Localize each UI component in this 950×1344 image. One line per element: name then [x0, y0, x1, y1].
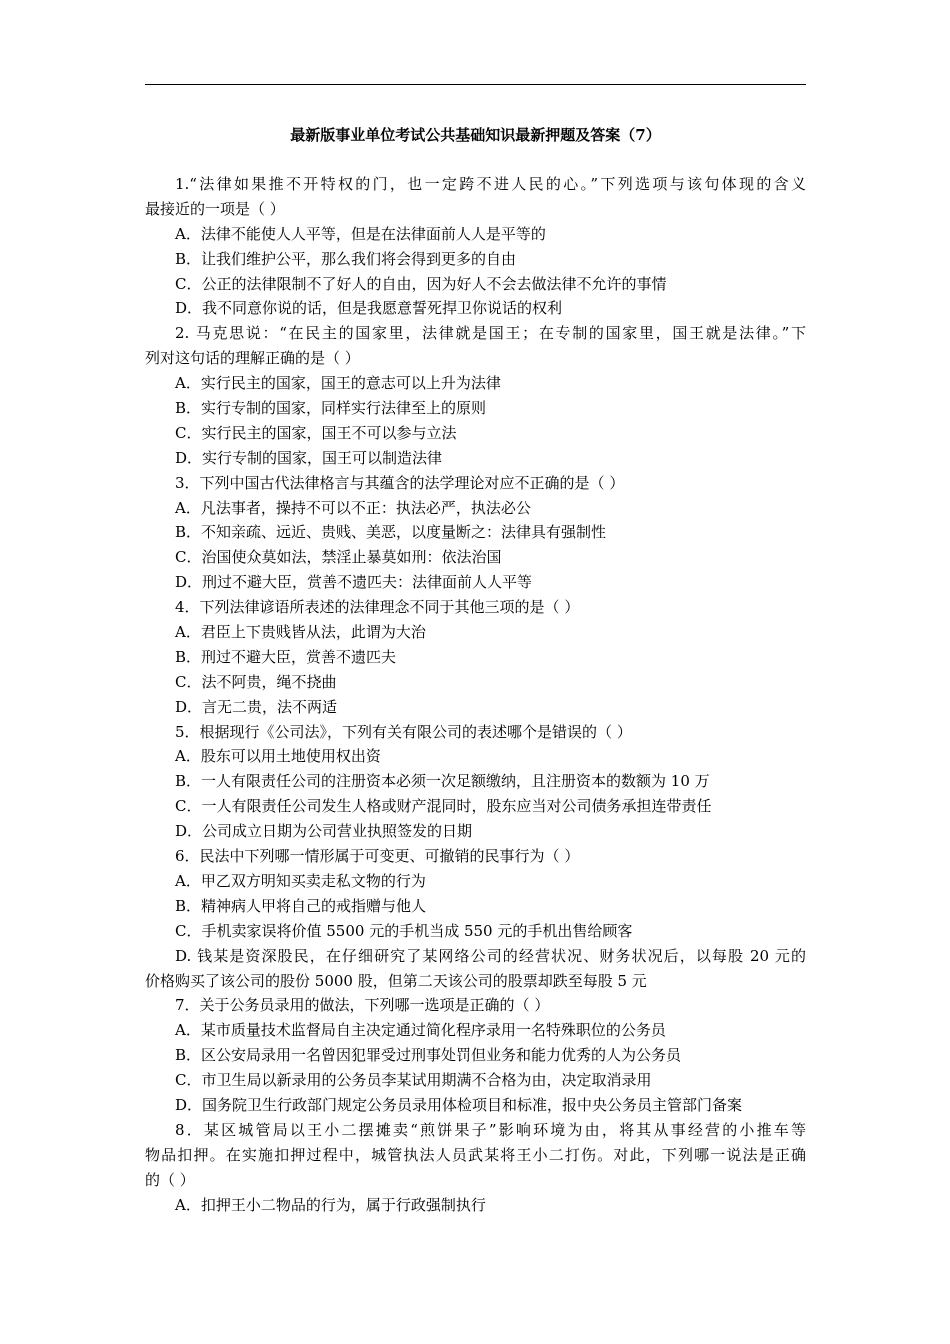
question-8-stem-line-3: 的（ ）	[145, 1170, 195, 1189]
question-1-option-a: A．法律不能使人人平等，但是在法律面前人人是平等的	[175, 224, 546, 243]
question-5-option-c: C．一人有限责任公司发生人格或财产混同时，股东应当对公司债务承担连带责任	[175, 797, 712, 816]
question-6-option-c: C．手机卖家误将价值 5500 元的手机当成 550 元的手机出售给顾客	[175, 921, 633, 940]
question-2-stem-line-2: 列对这句话的理解正确的是（ ）	[145, 349, 360, 368]
question-6-option-d-line-1: D. 钱某是资深股民，在仔细研究了某网络公司的经营状况、财务状况后，以每股 20 元的	[175, 946, 806, 965]
question-5-option-b: B．一人有限责任公司的注册资本必须一次足额缴纳，且注册资本的数额为 10 万	[175, 772, 710, 791]
question-7-option-c: C．市卫生局以新录用的公务员李某试用期满不合格为由，决定取消录用	[175, 1071, 652, 1090]
question-7-option-d: D．国务院卫生行政部门规定公务员录用体检项目和标准，报中央公务员主管部门备案	[175, 1095, 743, 1114]
question-1-option-b: B．让我们维护公平，那么我们将会得到更多的自由	[175, 249, 517, 268]
question-1-option-d: D．我不同意你说的话，但是我愿意誓死捍卫你说话的权利	[175, 299, 563, 318]
question-3-option-c: C．治国使众莫如法，禁淫止暴莫如刑：依法治国	[175, 548, 502, 567]
question-2-option-b: B．实行专制的国家，同样实行法律至上的原则	[175, 399, 487, 418]
question-7-stem: 7．关于公务员录用的做法，下列哪一选项是正确的（ ）	[175, 996, 550, 1015]
question-8-option-a: A．扣押王小二物品的行为，属于行政强制执行	[175, 1195, 486, 1214]
question-4-stem: 4．下列法律谚语所表述的法律理念不同于其他三项的是（ ）	[175, 598, 580, 617]
question-8-stem-line-1: 8．某区城管局以王小二摆摊卖“煎饼果子”影响环境为由，将其从事经营的小推车等	[175, 1120, 806, 1139]
question-1-stem-line-2: 最接近的一项是（ ）	[145, 199, 285, 218]
question-2-option-d: D．实行专制的国家，国王可以制造法律	[175, 448, 443, 467]
question-2-stem-line-1: 2. 马克思说：“在民主的国家里，法律就是国王；在专制的国家里，国王就是法律。”下	[175, 324, 806, 343]
question-4-option-c: C．法不阿贵，绳不挠曲	[175, 672, 337, 691]
question-5-stem: 5．根据现行《公司法》，下列有关有限公司的表述哪个是错误的（ ）	[175, 722, 632, 741]
document-title: 最新版事业单位考试公共基础知识最新押题及答案（7）	[290, 126, 661, 144]
question-6-option-a: A．甲乙双方明知买卖走私文物的行为	[175, 871, 426, 890]
question-4-option-a: A．君臣上下贵贱皆从法，此谓为大治	[175, 623, 426, 642]
question-6-option-d-line-2: 价格购买了该公司的股份 5000 股，但第二天该公司的股票却跌至每股 5 元	[145, 971, 647, 990]
question-3-option-b: B．不知亲疏、远近、贵贱、美恶，以度量断之：法律具有强制性	[175, 523, 607, 542]
document-body	[145, 172, 806, 1217]
question-7-option-a: A．某市质量技术监督局自主决定通过简化程序录用一名特殊职位的公务员	[175, 1021, 666, 1040]
question-4-option-b: B．刑过不避大臣，赏善不遗匹夫	[175, 647, 397, 666]
question-3-stem: 3．下列中国古代法律格言与其蕴含的法学理论对应不正确的是（ ）	[175, 473, 625, 492]
question-8-stem-line-2: 物品扣押。在实施扣押过程中，城管执法人员武某将王小二打伤。对此，下列哪一说法是正确	[145, 1145, 806, 1164]
question-4-option-d: D．言无二贵，法不两适	[175, 697, 338, 716]
question-2-option-c: C．实行民主的国家，国王不可以参与立法	[175, 423, 457, 442]
question-3-option-d: D．刑过不避大臣，赏善不遗匹夫：法律面前人人平等	[175, 573, 533, 592]
question-6-option-b: B．精神病人甲将自己的戒指赠与他人	[175, 896, 427, 915]
question-7-option-b: B．区公安局录用一名曾因犯罪受过刑事处罚但业务和能力优秀的人为公务员	[175, 1046, 682, 1065]
question-1-option-c: C．公正的法律限制不了好人的自由，因为好人不会去做法律不允许的事情	[175, 274, 667, 293]
question-5-option-a: A．股东可以用土地使用权出资	[175, 747, 381, 766]
question-1-stem-line-1: 1.“法律如果推不开特权的门，也一定跨不进人民的心。”下列选项与该句体现的含义	[175, 175, 806, 193]
question-2-option-a: A．实行民主的国家，国王的意志可以上升为法律	[175, 374, 501, 393]
header-rule	[145, 84, 806, 85]
question-5-option-d: D．公司成立日期为公司营业执照签发的日期	[175, 822, 473, 841]
question-6-stem: 6．民法中下列哪一情形属于可变更、可撤销的民事行为（ ）	[175, 847, 580, 866]
question-3-option-a: A．凡法事者，操持不可以不正：执法必严，执法必公	[175, 498, 531, 517]
